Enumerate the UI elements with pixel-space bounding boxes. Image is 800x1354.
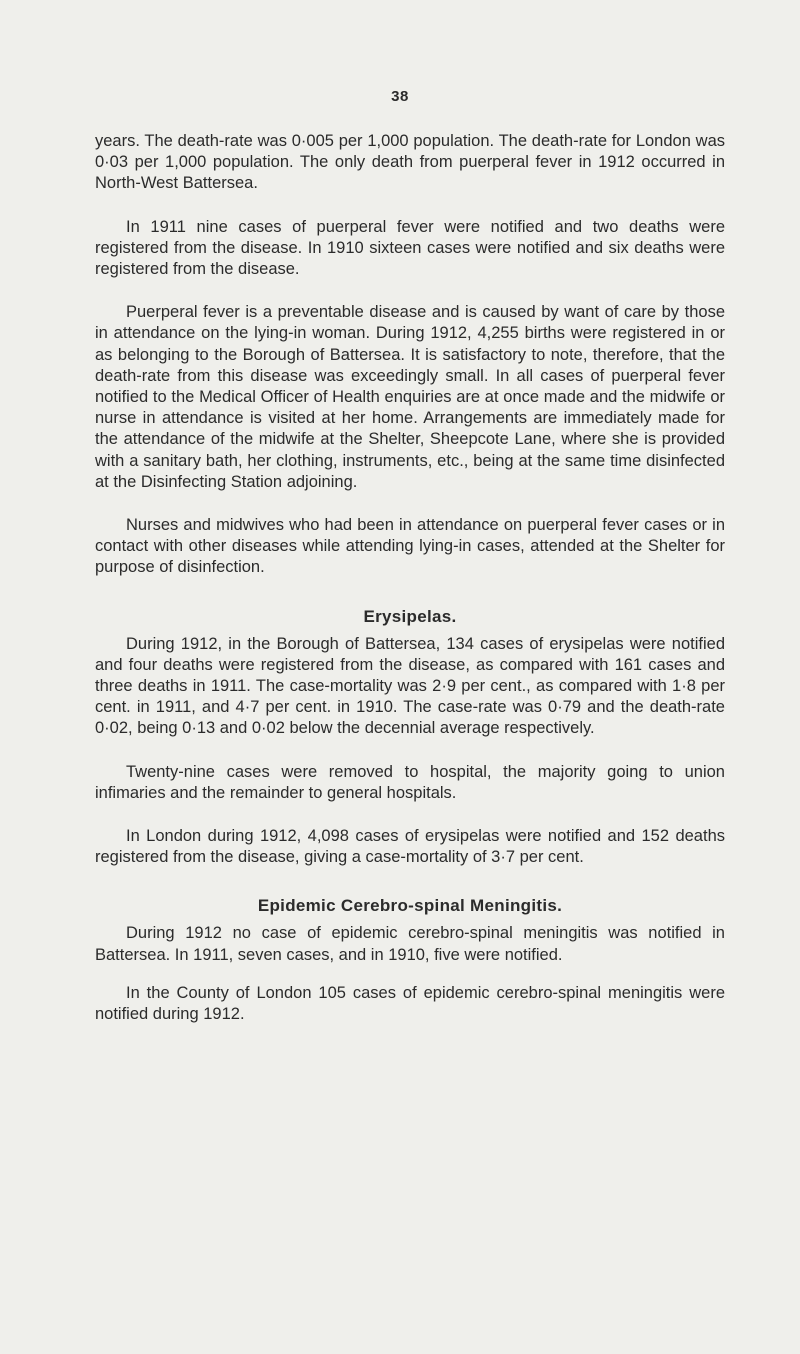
paragraph-puerperal-1911-1910: In 1911 nine cases of puerperal fever were notified and two deaths were registered from the disease. In 1910 sixteen cases were notified and six deaths were registered from the disease. [95, 217, 725, 279]
paragraph-erysipelas-london: In London during 1912, 4,098 cases of erysipelas were notified and 152 deaths registered from the disease, giving a case-mortality of 3·7 per cent. [95, 827, 725, 867]
paragraph-continuation: years. The death-rate was 0·005 per 1,000 population. The death-rate for London was 0·03 per 1,000 population. The only death from puerperal fever in 1912 occurred in North-West Battersea. [95, 132, 725, 193]
paragraph-meningitis-battersea: During 1912 no case of epidemic cerebro-spinal meningitis was notified in Battersea. In 1911, seven cases, and in 1910, five were notified. [95, 924, 725, 964]
heading-erysipelas: Erysipelas. [363, 606, 457, 626]
heading-meningitis: Epidemic Cerebro-spinal Meningitis. [257, 896, 563, 916]
paragraph-erysipelas-stats: During 1912, in the Borough of Battersea, 134 cases of erysipelas were notified and four deaths were registered from the disease, as compared with 161 cases and three deaths in 1911. The case-mortality was 2·9 per cent., as compared with 1·8 per cent. in 1911, and 4·7 per cent. in 1910. The case-rate was 0·79 and the death-rate 0·02, being 0·13 and 0·02 below the decennial average respectively. [95, 634, 725, 738]
page-body [95, 131, 725, 1025]
paragraph-puerperal-prevention: Puerperal fever is a preventable disease and is caused by want of care by those in attendance on the lying-in woman. During 1912, 4,255 births were registered in or as belonging to the Borough of Battersea. It is satisfactory to note, therefore, that the death-rate from this disease was exceedingly small. In all cases of puerperal fever notified to the Medical Officer of Health enquiries are at once made and the midwife or nurse in attendance is visited at her home. Arrangements are immediately made for the attendance of the midwife at the Shelter, Sheepcote Lane, where she is provided with a sanitary bath, her clothing, instruments, etc., being at the same time disinfected at the Disinfecting Station adjoining. [95, 303, 725, 491]
page-number: 38 [391, 88, 409, 105]
paragraph-meningitis-london: In the County of London 105 cases of epidemic cerebro-spinal meningitis were notified during 1912. [95, 983, 725, 1024]
paragraph-erysipelas-hospital: Twenty-nine cases were removed to hospital, the majority going to union infimaries and the remainder to general hospitals. [95, 762, 725, 802]
paragraph-nurses-disinfection: Nurses and midwives who had been in attendance on puerperal fever cases or in contact with other diseases while attending lying-in cases, attended at the Shelter for purpose of disinfection. [95, 516, 725, 577]
